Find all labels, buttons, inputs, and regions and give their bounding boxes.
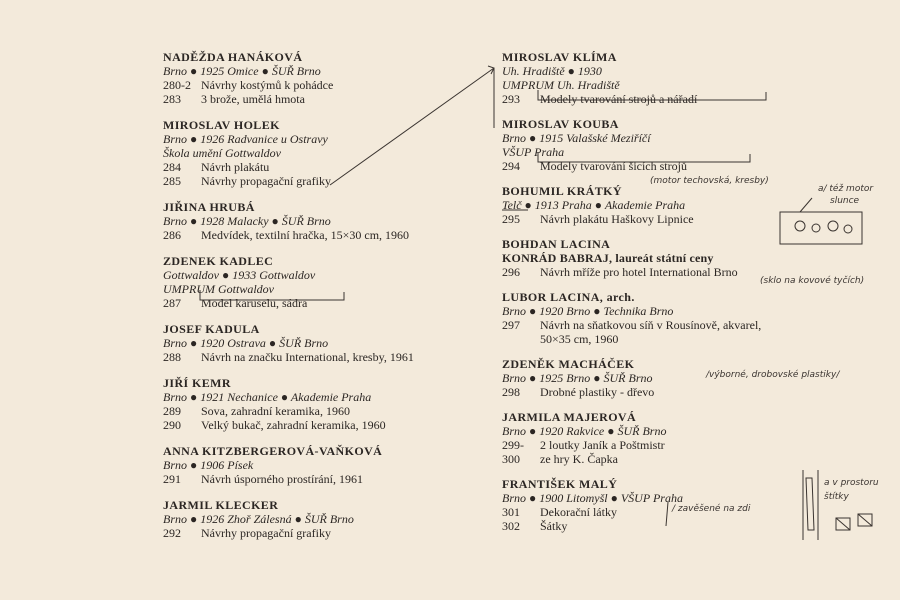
exhibit-number: 291	[163, 472, 181, 486]
exhibit-number: 300	[502, 452, 520, 466]
artist-bio-line: Brno ● 1925 Brno ● ŠUŘ Brno	[502, 371, 653, 385]
exhibit-title: Medvídek, textilní hračka, 15×30 cm, 1960	[201, 228, 410, 242]
artist-bio-line: UMPRUM Uh. Hradiště	[502, 78, 620, 92]
note-kratky: (motor techovská, kresby)	[650, 176, 769, 186]
exhibit-number: 285	[163, 174, 181, 188]
note-motor: a/ též motor	[818, 184, 874, 194]
artist-name: FRANTIŠEK MALÝ	[502, 477, 618, 491]
artist-name: ANNA KITZBERGEROVÁ-VAŇKOVÁ	[163, 444, 383, 458]
exhibit-title: Model karuselu, sádra	[201, 296, 308, 310]
note-prostor: a v prostoru	[824, 478, 879, 488]
note-motor-2: slunce	[830, 196, 860, 206]
exhibit-number: 292	[163, 526, 181, 540]
artist-bio-line: Brno ● 1926 Zhoř Zálesná ● ŠUŘ Brno	[163, 512, 354, 526]
exhibit-title: Sova, zahradní keramika, 1960	[201, 404, 350, 418]
exhibit-title: Návrh na sňatkovou síň v Rousínově, akvarel, 50×35 cm, 1960	[540, 318, 762, 346]
artist-bio-line: Telč ● 1913 Praha ● Akademie Praha	[502, 198, 686, 212]
artist-bio-line: Uh. Hradiště ● 1930	[502, 64, 602, 78]
artist-bio-line: Brno ● 1915 Valašské Meziříčí	[502, 131, 651, 145]
artist-name: MIROSLAV KLÍMA	[502, 50, 617, 64]
exhibit-number: 290	[163, 418, 181, 432]
exhibit-number: 283	[163, 92, 181, 106]
exhibit-number: 296	[502, 265, 520, 279]
artist-name: BOHDAN LACINA	[502, 237, 611, 251]
note-mrize: (sklo na kovové tyčích)	[760, 276, 865, 286]
note-prostor-2: štítky	[824, 492, 849, 502]
artist-bio-line: Gottwaldov ● 1933 Gottwaldov	[163, 268, 316, 282]
artist-name: JOSEF KADULA	[163, 322, 260, 336]
exhibit-title: Drobné plastiky - dřevo	[540, 385, 655, 399]
exhibit-title: Šátky	[540, 519, 568, 533]
connector-arrow	[330, 68, 494, 185]
exhibit-number: 286	[163, 228, 181, 242]
artist-name: ZDENEK KADLEC	[163, 254, 274, 268]
artist-name: MIROSLAV HOLEK	[163, 118, 280, 132]
exhibit-number: 288	[163, 350, 181, 364]
artist-name: NADĚŽDA HANÁKOVÁ	[163, 50, 303, 64]
artist-name: JIŘÍ KEMR	[163, 376, 231, 390]
co-artist-name: KONRÁD BABRAJ, laureát státní ceny	[502, 251, 714, 265]
exhibit-title: Návrhy kostýmů k pohádce	[201, 78, 334, 92]
artist-bio-line: Brno ● 1926 Radvanice u Ostravy	[163, 132, 328, 146]
exhibit-title: Modely tvarování strojů a nářadí	[540, 92, 698, 106]
exhibit-title: Modely tvarování šicích strojů	[540, 159, 687, 173]
exhibit-number: 284	[163, 160, 181, 174]
exhibit-number: 302	[502, 519, 520, 533]
artist-bio-line: Brno ● 1920 Rakvice ● ŠUŘ Brno	[502, 424, 667, 438]
artist-name: BOHUMIL KRÁTKÝ	[502, 184, 622, 198]
artist-name: MIROSLAV KOUBA	[502, 117, 619, 131]
note-machacek: /výborné, drobovské plastiky/	[706, 370, 840, 380]
artist-bio-line: Brno ● 1920 Ostrava ● ŠUŘ Brno	[163, 336, 329, 350]
note-maly: / zavěšené na zdi	[672, 504, 751, 514]
bracket-293	[538, 90, 766, 100]
exhibit-title: 2 loutky Janík a Poštmistr	[540, 438, 665, 452]
artist-name: JARMIL KLECKER	[163, 498, 279, 512]
artist-bio-line: Brno ● 1906 Písek	[163, 458, 254, 472]
exhibit-title: Návrh plakátu	[201, 160, 270, 174]
exhibit-title: Velký bukač, zahradní keramika, 1960	[201, 418, 386, 432]
exhibit-title: Návrh plakátu Haškovy Lipnice	[540, 212, 694, 226]
bracket-294	[538, 152, 750, 162]
artist-name: JARMILA MAJEROVÁ	[502, 410, 637, 424]
exhibit-number: 297	[502, 318, 520, 332]
exhibit-number: 301	[502, 505, 520, 519]
artist-bio-line: VŠUP Praha	[502, 145, 565, 159]
exhibit-number: 287	[163, 296, 181, 310]
bracket-287	[200, 290, 344, 300]
exhibit-title: Dekorační látky	[540, 505, 617, 519]
exhibit-title: Návrhy propagační grafiky	[201, 526, 331, 540]
exhibit-number: 293	[502, 92, 520, 106]
exhibit-title: Návrh mříže pro hotel International Brno	[540, 265, 738, 279]
artist-bio-line: Brno ● 1921 Nechanice ● Akademie Praha	[163, 390, 372, 404]
exhibit-number: 294	[502, 159, 520, 173]
artist-name: ZDENĚK MACHÁČEK	[502, 357, 635, 371]
exhibit-number: 295	[502, 212, 520, 226]
artist-bio-line: Brno ● 1920 Brno ● Technika Brno	[502, 304, 674, 318]
exhibit-number: 299-	[502, 438, 524, 452]
artist-name: LUBOR LACINA, arch.	[502, 290, 635, 304]
artist-bio-line: UMPRUM Gottwaldov	[163, 282, 274, 296]
artist-name: JIŘINA HRUBÁ	[163, 200, 255, 214]
exhibit-number: 298	[502, 385, 520, 399]
exhibit-number: 289	[163, 404, 181, 418]
exhibit-title: Návrhy propagační grafiky	[201, 174, 331, 188]
exhibit-number: 280-2	[163, 78, 191, 92]
artist-bio-line: Škola umění Gottwaldov	[163, 146, 281, 160]
exhibit-title: Návrh úsporného prostírání, 1961	[201, 472, 363, 486]
exhibit-title: Návrh na značku International, kresby, 1961	[201, 350, 414, 364]
artist-bio-line: Brno ● 1925 Omice ● ŠUŘ Brno	[163, 64, 321, 78]
bracket-301	[666, 502, 668, 526]
exhibit-title: ze hry K. Čapka	[540, 452, 618, 466]
artist-bio-line: Brno ● 1928 Malacky ● ŠUŘ Brno	[163, 214, 331, 228]
exhibit-title: 3 brože, umělá hmota	[201, 92, 305, 106]
artist-bio-line: Brno ● 1900 Litomyšl ● VŠUP Praha	[502, 491, 683, 505]
